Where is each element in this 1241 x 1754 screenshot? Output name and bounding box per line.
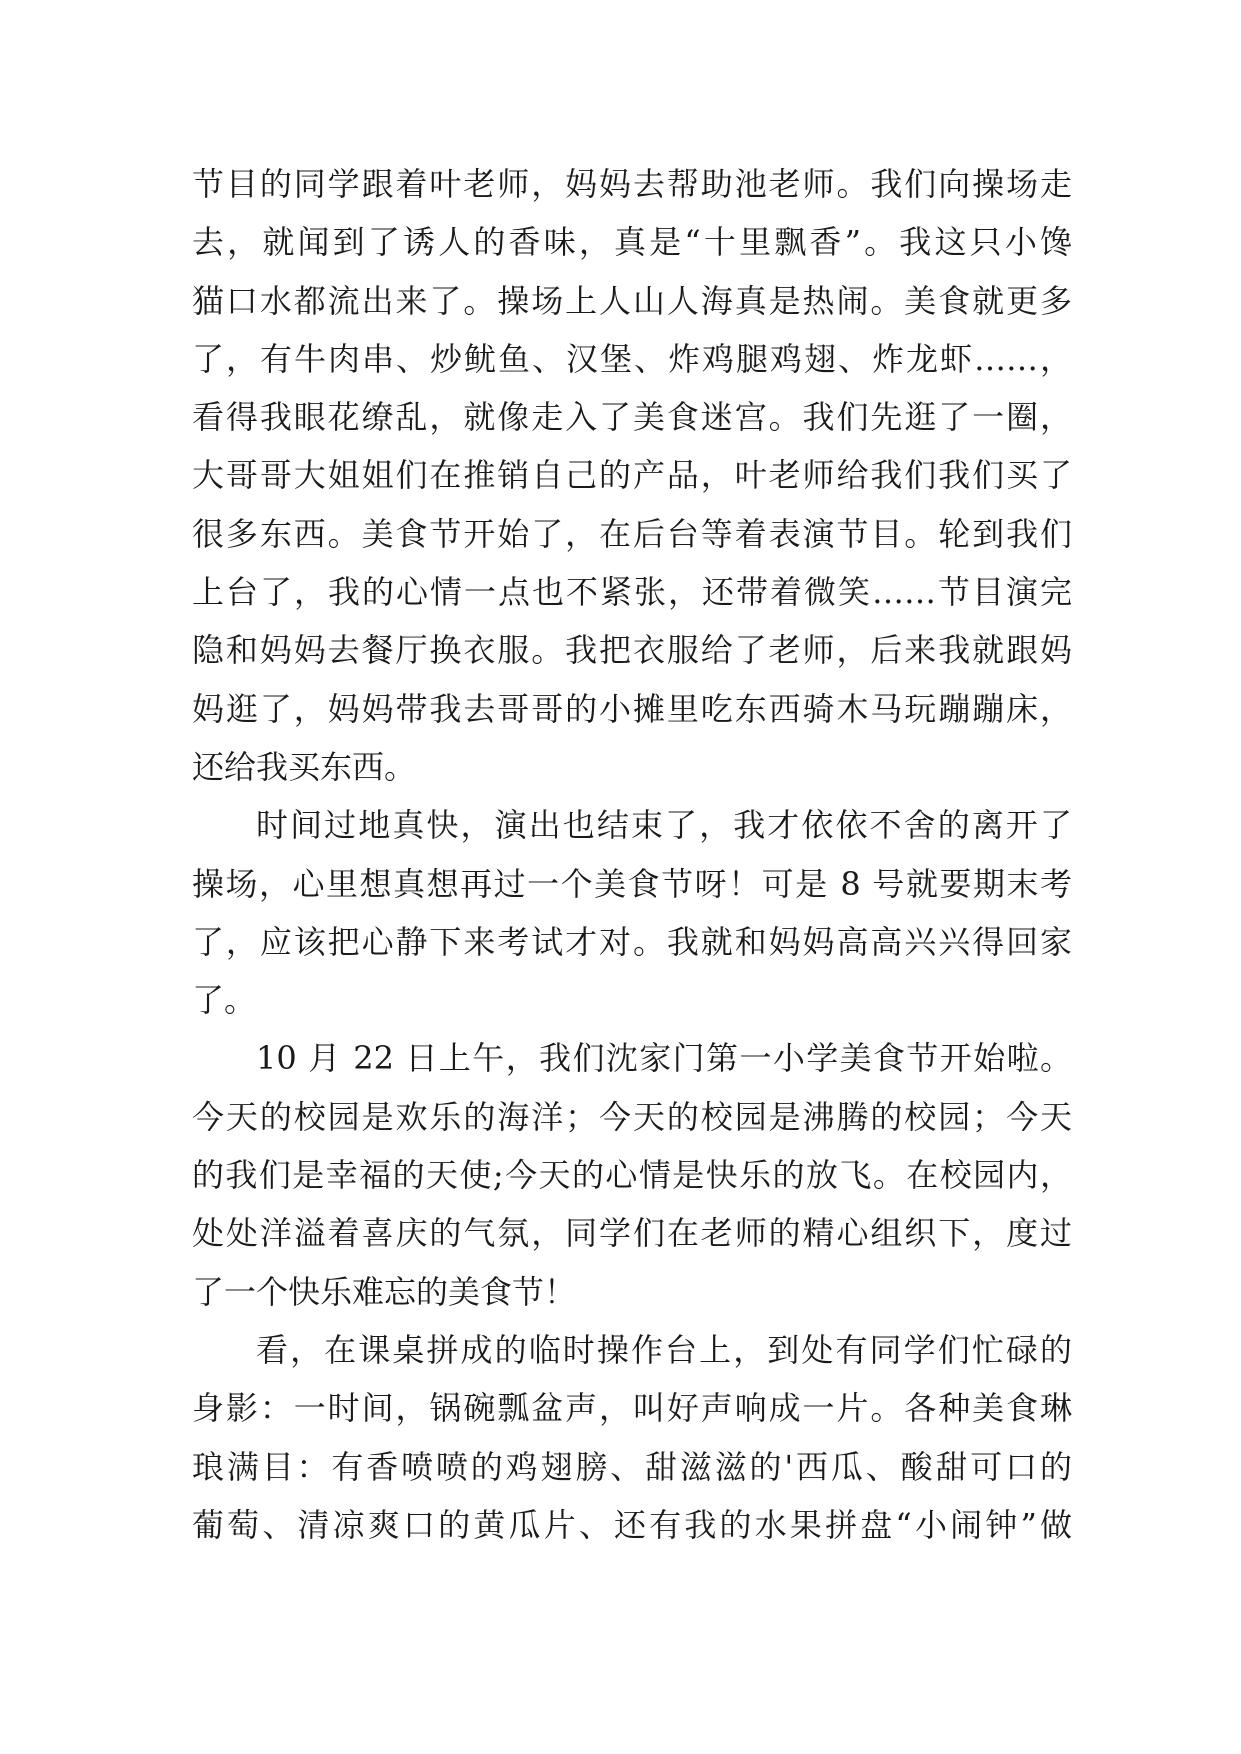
text-line: 隐和妈妈去餐厅换衣服。我把衣服给了老师，后来我就跟妈	[192, 631, 1072, 670]
text-line: 身影：一时间，锅碗瓢盆声，叫好声响成一片。各种美食琳	[192, 1389, 1072, 1428]
paragraph-first-line: 看，在课桌拼成的临时操作台上，到处有同学们忙碌的	[256, 1330, 1072, 1369]
paragraph-first-line: 10 月 22 日上午，我们沈家门第一小学美食节开始啦。	[256, 1039, 1072, 1078]
text-line: 了一个快乐难忘的美食节！	[192, 1272, 577, 1311]
text-line: 的我们是幸福的天使;今天的心情是快乐的放飞。在校园内，	[192, 1156, 1072, 1195]
text-line: 了，应该把心静下来考试才对。我就和妈妈高高兴兴得回家	[192, 922, 1072, 961]
document-body	[192, 155, 1072, 1554]
paragraph-first-line: 时间过地真快，演出也结束了，我才依依不舍的离开了	[256, 806, 1072, 845]
text-line: 大哥哥大姐姐们在推销自己的产品，叶老师给我们我们买了	[192, 456, 1072, 495]
text-line: 了，有牛肉串、炒鱿鱼、汉堡、炸鸡腿鸡翅、炸龙虾……，	[192, 339, 1072, 378]
text-line: 很多东西。美食节开始了，在后台等着表演节目。轮到我们	[192, 514, 1072, 553]
text-line: 还给我买东西。	[192, 747, 417, 786]
text-line: 琅满目：有香喷喷的鸡翅膀、甜滋滋的'西瓜、酸甜可口的	[192, 1447, 1072, 1486]
text-line: 看得我眼花缭乱，就像走入了美食迷宫。我们先逛了一圈，	[192, 398, 1072, 437]
text-line: 了。	[192, 981, 257, 1020]
text-line: 葡萄、清凉爽口的黄瓜片、还有我的水果拼盘“小闹钟”做	[192, 1505, 1072, 1544]
text-line: 猫口水都流出来了。操场上人山人海真是热闹。美食就更多	[192, 281, 1072, 320]
text-line: 妈逛了，妈妈带我去哥哥的小摊里吃东西骑木马玩蹦蹦床，	[192, 689, 1072, 728]
text-line: 节目的同学跟着叶老师，妈妈去帮助池老师。我们向操场走	[192, 165, 1072, 203]
text-line: 上台了，我的心情一点也不紧张，还带着微笑……节目演完	[192, 573, 1072, 612]
text-line: 处处洋溢着喜庆的气氛，同学们在老师的精心组织下，度过	[192, 1214, 1072, 1253]
text-line: 今天的校园是欢乐的海洋；今天的校园是沸腾的校园；今天	[192, 1097, 1072, 1136]
text-line: 操场，心里想真想再过一个美食节呀！可是 8 号就要期末考	[192, 864, 1072, 903]
text-line: 去，就闻到了诱人的香味，真是“十里飘香”。我这只小馋	[192, 223, 1072, 262]
